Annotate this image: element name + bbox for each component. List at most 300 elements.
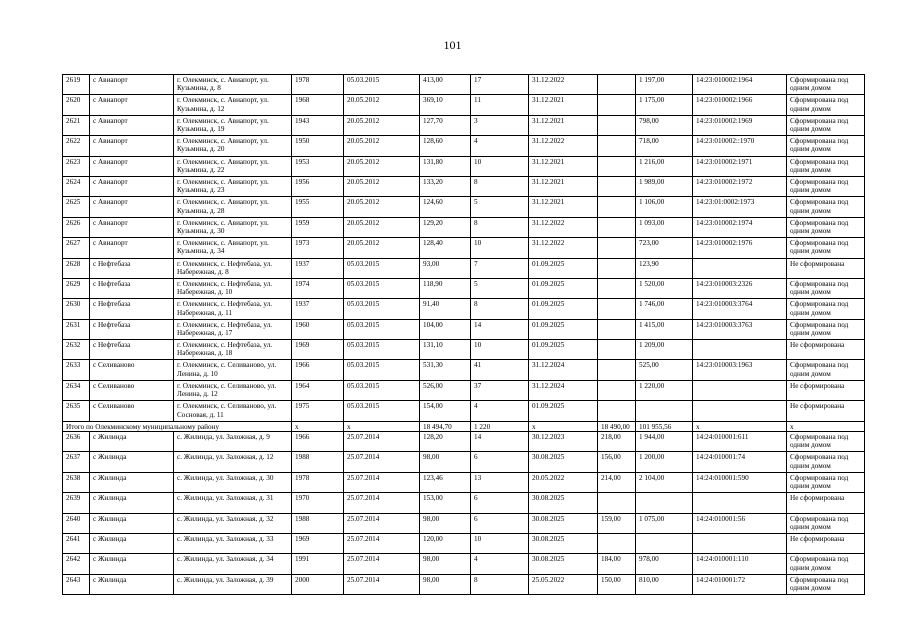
settlement-cell: с Нефтебаза — [90, 340, 174, 360]
cost-cell: 1 220,00 — [636, 380, 693, 400]
cost-cell: 525,00 — [636, 360, 693, 380]
cadastral-number-cell: 14:23:010002::1970 — [693, 136, 787, 156]
survey-date-cell: 20.05.2012 — [344, 217, 420, 237]
relocation-date-cell: 31.12.2022 — [529, 75, 598, 95]
extra-area-cell — [598, 278, 636, 298]
relocation-date-cell: 20.05.2022 — [529, 472, 598, 492]
table-body — [63, 75, 865, 595]
table-row — [63, 176, 865, 196]
extra-area-cell: 218,00 — [598, 431, 636, 451]
settlement-cell: с Селиваново — [90, 380, 174, 400]
survey-date-cell: 25.07.2014 — [344, 574, 420, 594]
row-number-cell: 2642 — [63, 554, 90, 574]
extra-area-cell — [598, 299, 636, 319]
cadastral-number-cell: 14:23:010003:2326 — [693, 278, 787, 298]
settlement-cell: с Жилинда — [90, 574, 174, 594]
cadastral-number-cell: 14:23:010002:1971 — [693, 156, 787, 176]
area-cell: 128,20 — [420, 431, 471, 451]
year-built-cell: 1969 — [292, 533, 344, 553]
table-row — [63, 299, 865, 319]
cadastral-number-cell — [693, 380, 787, 400]
row-number-cell: 2631 — [63, 319, 90, 339]
address-cell: с. Жилинда, ул. Заложная, д. 31 — [174, 493, 292, 513]
land-status-cell: Сформирована под одним домом — [787, 472, 865, 492]
table-row — [63, 401, 865, 421]
year-built-cell: 1943 — [292, 115, 344, 135]
row-number-cell: 2639 — [63, 493, 90, 513]
year-built-cell: 1950 — [292, 136, 344, 156]
survey-date-cell: 05.03.2015 — [344, 258, 420, 278]
address-cell: г. Олекминск, с. Селиваново, ул. Ленина, д. 12 — [174, 380, 292, 400]
address-cell: г. Олекминск, с. Селиваново, ул. Ленина, д. 10 — [174, 360, 292, 380]
address-cell: г. Олекминск, с. Авиапорт, ул. Кузьмина, д. 12 — [174, 95, 292, 115]
relocation-date-cell: 30.08.2025 — [529, 452, 598, 472]
cost-cell: 1 093,00 — [636, 217, 693, 237]
row-number-cell: 2643 — [63, 574, 90, 594]
cost-cell: 1 197,00 — [636, 75, 693, 95]
cost-cell: 1 216,00 — [636, 156, 693, 176]
settlement-cell: с Авиапорт — [90, 156, 174, 176]
residents-cell: 37 — [471, 380, 529, 400]
residents-cell: 41 — [471, 360, 529, 380]
relocation-date-cell: 01.09.2025 — [529, 340, 598, 360]
residents-cell: 8 — [471, 299, 529, 319]
survey-date-cell: 25.07.2014 — [344, 533, 420, 553]
settlement-cell: с Жилинда — [90, 493, 174, 513]
cadastral-number-cell: 14:24:010001:72 — [693, 574, 787, 594]
address-cell: с. Жилинда, ул. Заложная, д. 30 — [174, 472, 292, 492]
row-number-cell: 2640 — [63, 513, 90, 533]
cadastral-number-cell: 14:24:010001:590 — [693, 472, 787, 492]
residents-cell: 10 — [471, 238, 529, 258]
relocation-date-cell: 01.09.2025 — [529, 278, 598, 298]
land-status-cell: Не сформирована — [787, 380, 865, 400]
area-cell: 91,40 — [420, 299, 471, 319]
cost-cell: 2 104,00 — [636, 472, 693, 492]
extra-area-cell — [598, 533, 636, 553]
extra-area-cell — [598, 115, 636, 135]
land-status-cell: Сформирована под одним домом — [787, 360, 865, 380]
extra-area-cell: 214,00 — [598, 472, 636, 492]
address-cell: с. Жилинда, ул. Заложная, д. 32 — [174, 513, 292, 533]
area-cell: 133,20 — [420, 176, 471, 196]
cost-cell: 1 415,00 — [636, 319, 693, 339]
table-row — [63, 513, 865, 533]
year-built-cell: 1956 — [292, 176, 344, 196]
cadastral-number-cell: 14:23:010003:3764 — [693, 299, 787, 319]
residents-cell: 4 — [471, 401, 529, 421]
address-cell: с. Жилинда, ул. Заложная, д. 33 — [174, 533, 292, 553]
survey-date-cell: 25.07.2014 — [344, 452, 420, 472]
land-status-cell: Сформирована под одним домом — [787, 176, 865, 196]
area-cell: 127,70 — [420, 115, 471, 135]
year-built-cell: 1937 — [292, 299, 344, 319]
year-built-cell: 1975 — [292, 401, 344, 421]
cost-cell: 978,00 — [636, 554, 693, 574]
survey-date-cell: 05.03.2015 — [344, 75, 420, 95]
cadastral-number-cell: 14:23:010002:1969 — [693, 115, 787, 135]
row-number-cell: 2625 — [63, 197, 90, 217]
total-residents-cell: 1 220 — [471, 421, 529, 431]
cost-cell — [636, 401, 693, 421]
extra-area-cell — [598, 217, 636, 237]
cost-cell — [636, 533, 693, 553]
settlement-cell: с Жилинда — [90, 431, 174, 451]
area-cell: 129,20 — [420, 217, 471, 237]
row-number-cell: 2622 — [63, 136, 90, 156]
residents-cell: 5 — [471, 197, 529, 217]
relocation-date-cell: 31.12.2021 — [529, 115, 598, 135]
year-built-cell: 1966 — [292, 360, 344, 380]
residents-cell: 3 — [471, 115, 529, 135]
relocation-date-cell: 30.08.2025 — [529, 513, 598, 533]
row-number-cell: 2634 — [63, 380, 90, 400]
cadastral-number-cell: 14:24:010001:56 — [693, 513, 787, 533]
table-row — [63, 340, 865, 360]
total-cadastral-number-cell: x — [693, 421, 787, 431]
extra-area-cell — [598, 340, 636, 360]
land-status-cell: Не сформирована — [787, 258, 865, 278]
row-number-cell: 2619 — [63, 75, 90, 95]
area-cell: 123,46 — [420, 472, 471, 492]
total-year-built-cell: x — [292, 421, 344, 431]
residents-cell: 8 — [471, 217, 529, 237]
area-cell: 526,00 — [420, 380, 471, 400]
land-status-cell: Не сформирована — [787, 493, 865, 513]
table-row — [63, 554, 865, 574]
land-status-cell: Не сформирована — [787, 340, 865, 360]
settlement-cell: с Жилинда — [90, 472, 174, 492]
residents-cell: 10 — [471, 156, 529, 176]
survey-date-cell: 05.03.2015 — [344, 319, 420, 339]
year-built-cell: 1968 — [292, 95, 344, 115]
extra-area-cell — [598, 401, 636, 421]
total-extra-area-cell: 18 490,00 — [598, 421, 636, 431]
extra-area-cell: 150,00 — [598, 574, 636, 594]
cost-cell: 1 175,00 — [636, 95, 693, 115]
relocation-date-cell: 31.12.2021 — [529, 95, 598, 115]
cadastral-number-cell: 14:24:010001:110 — [693, 554, 787, 574]
residents-cell: 14 — [471, 319, 529, 339]
land-status-cell: Сформирована под одним домом — [787, 554, 865, 574]
settlement-cell: с Жилинда — [90, 513, 174, 533]
area-cell: 154,00 — [420, 401, 471, 421]
survey-date-cell: 05.03.2015 — [344, 380, 420, 400]
table-row — [63, 115, 865, 135]
relocation-date-cell: 25.05.2022 — [529, 574, 598, 594]
extra-area-cell — [598, 156, 636, 176]
table-row — [63, 472, 865, 492]
settlement-cell: с Авиапорт — [90, 176, 174, 196]
land-status-cell: Сформирована под одним домом — [787, 197, 865, 217]
address-cell: г. Олекминск, с. Авиапорт, ул. Кузьмина, д. 34 — [174, 238, 292, 258]
area-cell: 98,00 — [420, 513, 471, 533]
extra-area-cell — [598, 176, 636, 196]
cost-cell: 1 746,00 — [636, 299, 693, 319]
table-row — [63, 360, 865, 380]
row-number-cell: 2624 — [63, 176, 90, 196]
cost-cell: 1 989,00 — [636, 176, 693, 196]
row-number-cell: 2620 — [63, 95, 90, 115]
year-built-cell: 1953 — [292, 156, 344, 176]
settlement-cell: с Нефтебаза — [90, 299, 174, 319]
area-cell: 124,60 — [420, 197, 471, 217]
row-number-cell: 2628 — [63, 258, 90, 278]
address-cell: г. Олекминск, с. Авиапорт, ул. Кузьмина, д. 8 — [174, 75, 292, 95]
survey-date-cell: 20.05.2012 — [344, 238, 420, 258]
relocation-date-cell: 01.09.2025 — [529, 401, 598, 421]
relocation-date-cell: 31.12.2021 — [529, 197, 598, 217]
table-row — [63, 380, 865, 400]
relocation-date-cell: 31.12.2024 — [529, 380, 598, 400]
extra-area-cell — [598, 258, 636, 278]
cost-cell: 1 209,00 — [636, 340, 693, 360]
table-row — [63, 95, 865, 115]
year-built-cell: 2000 — [292, 574, 344, 594]
relocation-date-cell: 31.12.2024 — [529, 360, 598, 380]
total-cost-cell: 101 955,56 — [636, 421, 693, 431]
cost-cell: 723,00 — [636, 238, 693, 258]
survey-date-cell: 05.03.2015 — [344, 278, 420, 298]
cost-cell: 1 106,00 — [636, 197, 693, 217]
land-status-cell: Не сформирована — [787, 401, 865, 421]
cadastral-number-cell — [693, 340, 787, 360]
total-area-cell: 18 494,70 — [420, 421, 471, 431]
land-status-cell: Сформирована под одним домом — [787, 574, 865, 594]
address-cell: г. Олекминск, с. Нефтебаза, ул. Набережная, д. 17 — [174, 319, 292, 339]
survey-date-cell: 25.07.2014 — [344, 431, 420, 451]
cadastral-number-cell — [693, 493, 787, 513]
settlement-cell: с Авиапорт — [90, 136, 174, 156]
year-built-cell: 1937 — [292, 258, 344, 278]
table-row — [63, 217, 865, 237]
total-land-status-cell: x — [787, 421, 865, 431]
residents-cell: 6 — [471, 452, 529, 472]
row-number-cell: 2630 — [63, 299, 90, 319]
cost-cell: 1 944,00 — [636, 431, 693, 451]
area-cell: 413,00 — [420, 75, 471, 95]
housing-registry-table — [62, 74, 865, 595]
table-total-row — [63, 421, 865, 431]
cost-cell: 1 520,00 — [636, 278, 693, 298]
address-cell: г. Олекминск, с. Селиваново, ул. Сосновая, д. 11 — [174, 401, 292, 421]
relocation-date-cell: 01.09.2025 — [529, 299, 598, 319]
survey-date-cell: 05.03.2015 — [344, 360, 420, 380]
land-status-cell: Сформирована под одним домом — [787, 238, 865, 258]
area-cell: 369,10 — [420, 95, 471, 115]
area-cell: 98,00 — [420, 452, 471, 472]
total-label-cell: Итого по Олекминскому муниципальному району — [63, 421, 292, 431]
survey-date-cell: 20.05.2012 — [344, 176, 420, 196]
cadastral-number-cell — [693, 258, 787, 278]
residents-cell: 10 — [471, 533, 529, 553]
survey-date-cell: 25.07.2014 — [344, 513, 420, 533]
table-row — [63, 431, 865, 451]
survey-date-cell: 25.07.2014 — [344, 493, 420, 513]
row-number-cell: 2638 — [63, 472, 90, 492]
cadastral-number-cell: 14:23:010002:1964 — [693, 75, 787, 95]
relocation-date-cell: 31.12.2022 — [529, 238, 598, 258]
survey-date-cell: 05.03.2015 — [344, 340, 420, 360]
cadastral-number-cell: 14:23:010002:1966 — [693, 95, 787, 115]
row-number-cell: 2636 — [63, 431, 90, 451]
survey-date-cell: 20.05.2012 — [344, 95, 420, 115]
extra-area-cell: 159,00 — [598, 513, 636, 533]
extra-area-cell — [598, 493, 636, 513]
cadastral-number-cell — [693, 533, 787, 553]
row-number-cell: 2635 — [63, 401, 90, 421]
address-cell: с. Жилинда, ул. Заложная, д. 9 — [174, 431, 292, 451]
settlement-cell: с Авиапорт — [90, 238, 174, 258]
cost-cell: 1 075,00 — [636, 513, 693, 533]
table-row — [63, 278, 865, 298]
table-row — [63, 238, 865, 258]
area-cell: 128,60 — [420, 136, 471, 156]
settlement-cell: с Авиапорт — [90, 75, 174, 95]
relocation-date-cell: 01.09.2025 — [529, 258, 598, 278]
year-built-cell: 1964 — [292, 380, 344, 400]
extra-area-cell — [598, 238, 636, 258]
cost-cell — [636, 493, 693, 513]
residents-cell: 7 — [471, 258, 529, 278]
survey-date-cell: 20.05.2012 — [344, 197, 420, 217]
year-built-cell: 1960 — [292, 319, 344, 339]
address-cell: г. Олекминск, с. Авиапорт, ул. Кузьмина, д. 19 — [174, 115, 292, 135]
extra-area-cell — [598, 95, 636, 115]
land-status-cell: Сформирована под одним домом — [787, 115, 865, 135]
settlement-cell: с Нефтебаза — [90, 258, 174, 278]
relocation-date-cell: 30.08.2025 — [529, 493, 598, 513]
year-built-cell: 1955 — [292, 197, 344, 217]
settlement-cell: с Нефтебаза — [90, 278, 174, 298]
residents-cell: 6 — [471, 513, 529, 533]
area-cell: 118,90 — [420, 278, 471, 298]
cost-cell: 1 200,00 — [636, 452, 693, 472]
land-status-cell: Не сформирована — [787, 533, 865, 553]
table-row — [63, 574, 865, 594]
settlement-cell: с Селиваново — [90, 401, 174, 421]
row-number-cell: 2623 — [63, 156, 90, 176]
relocation-date-cell: 31.12.2021 — [529, 176, 598, 196]
survey-date-cell: 20.05.2012 — [344, 156, 420, 176]
address-cell: г. Олекминск, с. Нефтебаза, ул. Набережная, д. 18 — [174, 340, 292, 360]
area-cell: 131,10 — [420, 340, 471, 360]
survey-date-cell: 20.05.2012 — [344, 115, 420, 135]
residents-cell: 8 — [471, 176, 529, 196]
address-cell: г. Олекминск, с. Авиапорт, ул. Кузьмина, д. 28 — [174, 197, 292, 217]
address-cell: г. Олекминск, с. Авиапорт, ул. Кузьмина, д. 20 — [174, 136, 292, 156]
address-cell: г. Олекминск, с. Авиапорт, ул. Кузьмина, д. 30 — [174, 217, 292, 237]
extra-area-cell — [598, 380, 636, 400]
row-number-cell: 2641 — [63, 533, 90, 553]
row-number-cell: 2627 — [63, 238, 90, 258]
year-built-cell: 1978 — [292, 472, 344, 492]
land-status-cell: Сформирована под одним домом — [787, 319, 865, 339]
residents-cell: 17 — [471, 75, 529, 95]
area-cell: 93,00 — [420, 258, 471, 278]
relocation-date-cell: 30.12.2023 — [529, 431, 598, 451]
residents-cell: 14 — [471, 431, 529, 451]
settlement-cell: с Авиапорт — [90, 115, 174, 135]
extra-area-cell: 156,00 — [598, 452, 636, 472]
settlement-cell: с Авиапорт — [90, 197, 174, 217]
extra-area-cell — [598, 319, 636, 339]
address-cell: с. Жилинда, ул. Заложная, д. 34 — [174, 554, 292, 574]
table-row — [63, 452, 865, 472]
land-status-cell: Сформирована под одним домом — [787, 431, 865, 451]
survey-date-cell: 25.07.2014 — [344, 554, 420, 574]
cost-cell: 798,00 — [636, 115, 693, 135]
year-built-cell: 1970 — [292, 493, 344, 513]
settlement-cell: с Жилинда — [90, 554, 174, 574]
residents-cell: 13 — [471, 472, 529, 492]
table-row — [63, 197, 865, 217]
residents-cell: 5 — [471, 278, 529, 298]
relocation-date-cell: 01.09.2025 — [529, 319, 598, 339]
row-number-cell: 2621 — [63, 115, 90, 135]
total-relocation-date-cell: x — [529, 421, 598, 431]
extra-area-cell — [598, 360, 636, 380]
cadastral-number-cell: 14:24:010001:611 — [693, 431, 787, 451]
area-cell: 128,40 — [420, 238, 471, 258]
area-cell: 104,00 — [420, 319, 471, 339]
area-cell: 131,80 — [420, 156, 471, 176]
cadastral-number-cell: 14:23:010002:1972 — [693, 176, 787, 196]
address-cell: с. Жилинда, ул. Заложная, д. 39 — [174, 574, 292, 594]
address-cell: г. Олекминск, с. Нефтебаза, ул. Набережная, д. 11 — [174, 299, 292, 319]
row-number-cell: 2632 — [63, 340, 90, 360]
cost-cell: 810,00 — [636, 574, 693, 594]
survey-date-cell: 05.03.2015 — [344, 401, 420, 421]
table-row — [63, 258, 865, 278]
area-cell: 531,30 — [420, 360, 471, 380]
relocation-date-cell: 31.12.2021 — [529, 156, 598, 176]
survey-date-cell: 05.03.2015 — [344, 299, 420, 319]
relocation-date-cell: 30.08.2025 — [529, 554, 598, 574]
settlement-cell: с Нефтебаза — [90, 319, 174, 339]
year-built-cell: 1966 — [292, 431, 344, 451]
relocation-date-cell: 31.12.2022 — [529, 217, 598, 237]
table-row — [63, 75, 865, 95]
cadastral-number-cell: 14:23:010003:3763 — [693, 319, 787, 339]
year-built-cell: 1988 — [292, 513, 344, 533]
row-number-cell: 2626 — [63, 217, 90, 237]
extra-area-cell — [598, 136, 636, 156]
settlement-cell: с Жилинда — [90, 533, 174, 553]
cadastral-number-cell: 14:24:010001:74 — [693, 452, 787, 472]
land-status-cell: Сформирована под одним домом — [787, 299, 865, 319]
residents-cell: 6 — [471, 493, 529, 513]
year-built-cell: 1969 — [292, 340, 344, 360]
page-number: 101 — [443, 38, 462, 52]
cadastral-number-cell: 14:23:010002:1974 — [693, 217, 787, 237]
area-cell: 153,00 — [420, 493, 471, 513]
land-status-cell: Сформирована под одним домом — [787, 217, 865, 237]
address-cell: г. Олекминск, с. Авиапорт, ул. Кузьмина, д. 23 — [174, 176, 292, 196]
extra-area-cell — [598, 197, 636, 217]
table-row — [63, 493, 865, 513]
table-row — [63, 156, 865, 176]
cadastral-number-cell — [693, 401, 787, 421]
year-built-cell: 1991 — [292, 554, 344, 574]
residents-cell: 8 — [471, 574, 529, 594]
year-built-cell: 1973 — [292, 238, 344, 258]
year-built-cell: 1974 — [292, 278, 344, 298]
table-row — [63, 319, 865, 339]
land-status-cell: Сформирована под одним домом — [787, 95, 865, 115]
survey-date-cell: 25.07.2014 — [344, 472, 420, 492]
cost-cell: 718,00 — [636, 136, 693, 156]
